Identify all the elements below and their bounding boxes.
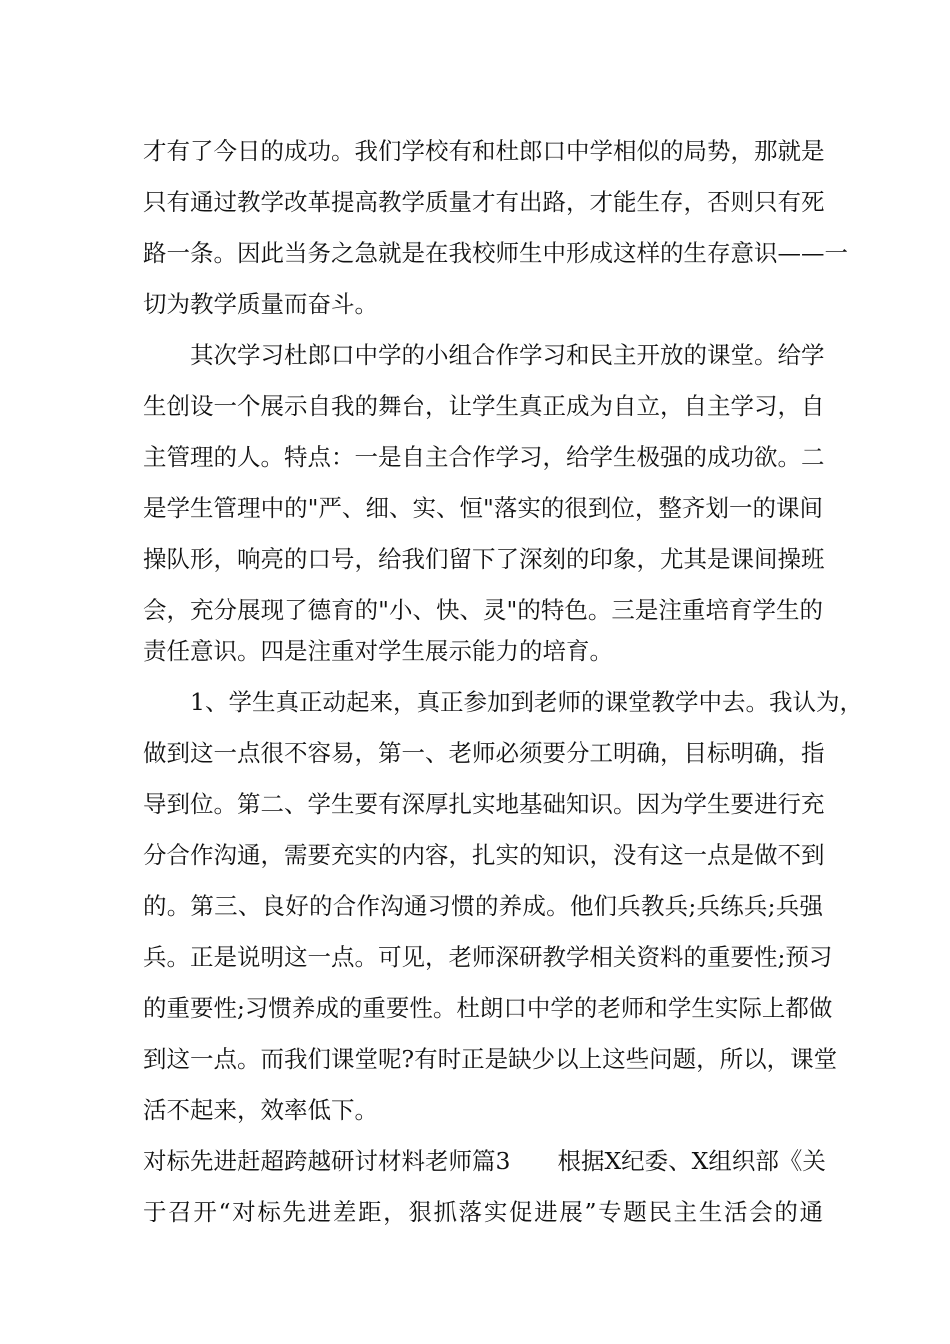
text-line: 生创设一个展示自我的舞台，让学生真正成为自立，自主学习，自 bbox=[143, 392, 825, 420]
text-line: 责任意识。四是注重对学生展示能力的培育。 bbox=[143, 637, 613, 665]
text-line: 到这一点。而我们课堂呢?有时正是缺少以上这些问题，所以，课堂 bbox=[143, 1045, 838, 1073]
text-line: 兵。正是说明这一点。可见，老师深研教学相关资料的重要性;预习 bbox=[143, 943, 833, 971]
text-line: 操队形，响亮的口号，给我们留下了深刻的印象，尤其是课间操班 bbox=[143, 545, 825, 573]
text-line: 分合作沟通，需要充实的内容，扎实的知识，没有这一点是做不到 bbox=[143, 841, 825, 869]
text-line: 的。第三、良好的合作沟通习惯的养成。他们兵教兵;兵练兵;兵强 bbox=[143, 892, 823, 920]
section-heading-line: 对标先进赶超跨越研讨材料老师篇3 根据X纪委、X组织部《关 bbox=[143, 1147, 826, 1175]
text-line: 做到这一点很不容易，第一、老师必须要分工明确，目标明确，指 bbox=[143, 739, 825, 767]
text-line: 1、学生真正动起来，真正参加到老师的课堂教学中去。我认为， bbox=[190, 688, 863, 716]
text-line: 的重要性;习惯养成的重要性。杜朗口中学的老师和学生实际上都做 bbox=[143, 994, 833, 1022]
text-line: 会，充分展现了德育的"小、快、灵"的特色。三是注重培育学生的 bbox=[143, 596, 823, 624]
text-line: 导到位。第二、学生要有深厚扎实地基础知识。因为学生要进行充 bbox=[143, 790, 825, 818]
text-line: 主管理的人。特点：一是自主合作学习，给学生极强的成功欲。二 bbox=[143, 443, 825, 471]
text-line: 只有通过教学改革提高教学质量才有出路，才能生存，否则只有死 bbox=[143, 188, 825, 216]
text-line: 是学生管理中的"严、细、实、恒"落实的很到位，整齐划一的课间 bbox=[143, 494, 823, 522]
text-line: 活不起来，效率低下。 bbox=[143, 1096, 378, 1124]
text-line: 路一条。因此当务之急就是在我校师生中形成这样的生存意识——一 bbox=[143, 239, 848, 267]
text-line: 其次学习杜郎口中学的小组合作学习和民主开放的课堂。给学 bbox=[190, 341, 825, 369]
text-line: 才有了今日的成功。我们学校有和杜郎口中学相似的局势，那就是 bbox=[143, 137, 825, 165]
text-line: 于召开“对标先进差距，狠抓落实促进展”专题民主生活会的通 bbox=[143, 1198, 823, 1226]
text-line: 切为教学质量而奋斗。 bbox=[143, 290, 378, 318]
